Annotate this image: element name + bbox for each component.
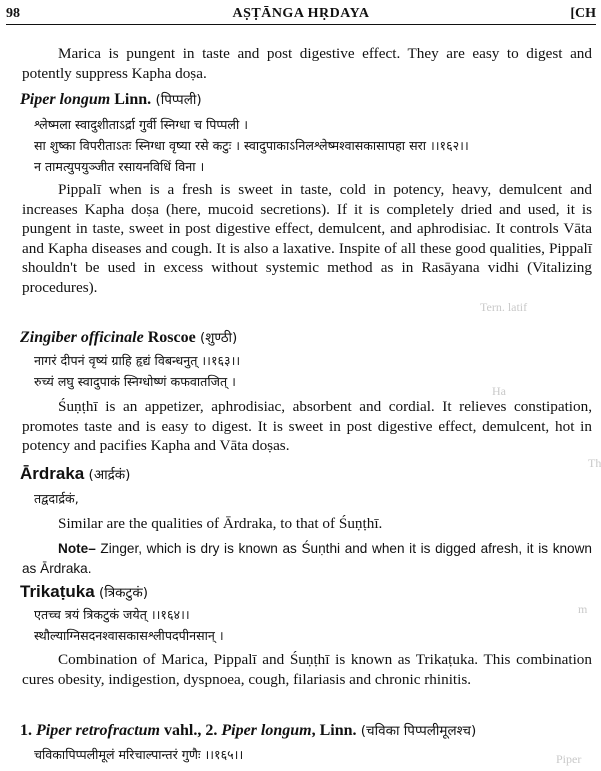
header-rule bbox=[6, 24, 596, 25]
bleed-through-text: Ha bbox=[492, 384, 506, 398]
section-heading-piper-longum bbox=[20, 90, 592, 109]
verse-block-trikatuka bbox=[22, 604, 592, 646]
chapter-tag: [CH bbox=[570, 6, 596, 21]
intro-paragraph: Marica is pungent in taste and post digestive effect. They are easy to digest and potently suppress Kapha doṣa. bbox=[22, 45, 592, 82]
page-number: 98 bbox=[6, 6, 20, 21]
paragraph-sunthi: Śuṇṭhī is an appetizer, aphrodisiac, absorbent and cordial. It relieves constipation, promotes taste and is easy to digest. It is sweet in post digestive effect, demulcent, hot in potency and pacifies Kapha and Vāta doṣas. bbox=[22, 398, 592, 455]
heading-sanskrit: (आर्द्रकं) bbox=[84, 467, 131, 483]
bleed-through-text: Th bbox=[588, 456, 601, 470]
running-title: AṢṬĀNGA HṚDAYA bbox=[232, 6, 370, 21]
heading-botanical-name: Piper longum bbox=[20, 91, 111, 108]
verse-line: एतच्च त्रयं त्रिकटुकं जयेत् ।।१६४।। bbox=[34, 607, 190, 622]
section-heading-ardraka bbox=[20, 464, 592, 484]
note-label: Note– bbox=[58, 541, 96, 556]
paragraph-trikatuka: Combination of Marica, Pippalī and Śuṇṭhī is known as Trikaṭuka. This combination cures obesity, indigestion, dyspnoea, cough, filariasis and chronic rhinitis. bbox=[22, 651, 592, 688]
verse-block-piper-longum bbox=[22, 114, 592, 177]
note-text: Zinger, which is dry is known as Śuṇthi and when it is digged afresh, it is known as Ārdraka. bbox=[22, 541, 592, 576]
heading-name: Ārdraka bbox=[20, 464, 85, 483]
section-heading-chavika bbox=[20, 721, 592, 740]
running-header bbox=[6, 4, 596, 26]
heading-botanical-name-2: Piper longum bbox=[221, 722, 312, 739]
verse-line-chavika: चविकापिप्पलीमूलं मरिचाल्पान्तरं गुणैः ।।१६५।। bbox=[34, 747, 244, 762]
bleed-through-text: Piper bbox=[556, 752, 582, 766]
heading-sanskrit: (त्रिकटुकं) bbox=[94, 585, 148, 601]
note-paragraph bbox=[22, 539, 592, 578]
heading-prefix: 1. bbox=[20, 722, 36, 739]
section-heading-zingiber bbox=[20, 328, 592, 347]
verse-block-zingiber bbox=[22, 350, 592, 392]
heading-botanical-name: Zingiber officinale bbox=[20, 329, 144, 346]
heading-author: Linn. bbox=[110, 91, 152, 108]
bleed-through-text: m bbox=[578, 602, 588, 616]
heading-author-1: vahl., 2. bbox=[160, 722, 222, 739]
verse-line: सा शुष्का विपरीताऽतः स्निग्धा वृष्या रसे कटुः । स्वादुपाकाऽनिलश्लेष्मश्वासकासापहा सरा ।।१६२।। bbox=[34, 138, 469, 153]
heading-name: Trikaṭuka bbox=[20, 582, 95, 601]
verse-line: न तामत्युपयुञ्जीत रसायनविधिं विना । bbox=[34, 159, 205, 174]
verse-line: श्लेष्मला स्वादुशीताऽर्द्रा गुर्वी स्निग्धा च पिप्पली । bbox=[34, 117, 248, 132]
bleed-through-text: Tern. latif bbox=[480, 300, 528, 314]
heading-sanskrit: (चविका पिप्पलीमूलश्च) bbox=[356, 723, 477, 739]
heading-author-2: , Linn. bbox=[311, 722, 357, 739]
section-heading-trikatuka bbox=[20, 582, 592, 602]
verse-line: नागरं दीपनं वृष्यं ग्राहि हृद्यं विबन्धनुत् ।।१६३।। bbox=[34, 353, 241, 368]
heading-botanical-name-1: Piper retrofractum bbox=[36, 722, 160, 739]
heading-sanskrit: (शुण्ठी) bbox=[195, 330, 238, 346]
heading-author: Roscoe bbox=[143, 329, 196, 346]
verse-line: रुच्यं लघु स्वादुपाकं स्निग्धोष्णं कफवातजित् । bbox=[34, 374, 236, 389]
verse-line: स्थौल्याग्निसदनश्वासकासश्लीपदपीनसान् । bbox=[34, 628, 224, 643]
heading-sanskrit: (पिप्पली) bbox=[151, 92, 202, 108]
paragraph-pippali: Pippalī when is a fresh is sweet in taste, cold in potency, heavy, demulcent and increases Kapha doṣa (here, mucoid secretions). If it is completely dried and used, it is pungent in taste, sweet in post digestive effect, demulcent, and aphrodisiac. It controls Vāta and Kapha diseases and cough. It is also a laxative. Inspite of all these good qualities, Pippalī shouldn't be used in excess without systemic method as in Rasāyana vidhi (Vitalizing procedures). bbox=[22, 181, 592, 296]
paragraph-ardraka: Similar are the qualities of Ārdraka, to that of Śuṇṭhī. bbox=[58, 515, 383, 532]
verse-line-ardraka: तद्वदार्द्रकं, bbox=[34, 491, 79, 506]
